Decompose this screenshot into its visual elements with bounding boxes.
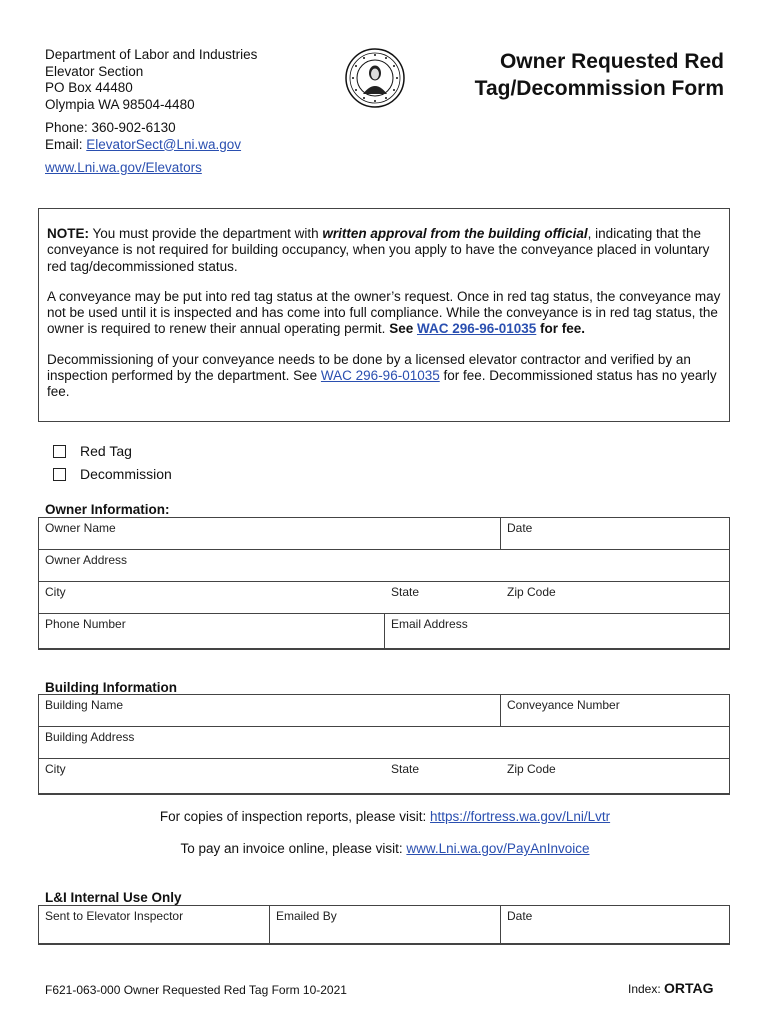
email-line: [45, 137, 241, 154]
building-row: [39, 727, 729, 759]
owner-name-field[interactable]: Owner Name: [39, 518, 501, 549]
invoice-text: To pay an invoice online, please visit:: [180, 841, 407, 856]
wac-link[interactable]: WAC 296-96-01035: [320, 368, 440, 384]
invoice-link[interactable]: www.Lni.wa.gov/PayAnInvoice: [406, 841, 590, 856]
owner-address-field[interactable]: Owner Address: [45, 553, 128, 567]
red-tag-label: Red Tag: [80, 443, 132, 459]
invoice-line: [0, 841, 770, 856]
note-paragraph: [47, 352, 721, 401]
form-index: [628, 980, 714, 996]
internal-date-field[interactable]: Date: [507, 909, 533, 923]
building-zip-field[interactable]: Zip Code: [507, 762, 556, 776]
decommission-option[interactable]: [53, 466, 172, 482]
note-paragraph: [47, 226, 721, 275]
internal-use-grid: [38, 905, 730, 945]
building-state-field[interactable]: State: [391, 762, 420, 776]
note-text: You must provide the department with: [89, 226, 323, 241]
note-label: NOTE:: [47, 226, 89, 241]
agency-line: PO Box 44480: [45, 80, 133, 95]
form-title: [475, 48, 724, 102]
decommission-label: Decommission: [80, 466, 172, 482]
owner-zip-field[interactable]: Zip Code: [507, 585, 556, 599]
decommission-checkbox[interactable]: [53, 468, 66, 481]
owner-row: [39, 582, 729, 614]
reports-text: For copies of inspection reports, please visit:: [159, 809, 431, 824]
building-row: [39, 695, 729, 727]
building-info-grid: [38, 694, 730, 795]
owner-date-field[interactable]: Date: [507, 521, 533, 535]
agency-address: [45, 47, 257, 113]
phone-text: Phone: 360-902-6130: [45, 120, 176, 135]
note-text: for fee. Decommissioned status has no yearly fee.: [47, 368, 717, 400]
note-text: A conveyance may be put into red tag status at the owner’s request. Once in red tag status, the conveyance may not be used until it is inspected and has come into full compliance. While the conveyance is in red tag status, the owner is required to renew their annual operating permit.: [47, 288, 721, 337]
note-text: Decommissioning of your conveyance needs to be done by a licensed elevator contractor and verified by an inspection performed by the department. See: [47, 351, 691, 384]
sent-to-inspector-field[interactable]: Sent to Elevator Inspector: [39, 906, 270, 943]
wac-link[interactable]: WAC 296-96-01035: [416, 321, 537, 337]
owner-row: [39, 518, 729, 550]
index-label: Index:: [628, 982, 665, 996]
agency-line: Olympia WA 98504-4480: [45, 96, 195, 112]
owner-email-field[interactable]: Email Address: [391, 617, 468, 631]
owner-row: [39, 614, 729, 648]
note-box: [38, 208, 730, 422]
email-label: Email:: [45, 136, 87, 152]
reports-line: [0, 809, 770, 824]
owner-state-field[interactable]: State: [391, 585, 420, 599]
form-title-line: Tag/Decommission Form: [474, 77, 724, 100]
owner-section-title: Owner Information:: [45, 502, 170, 517]
reports-link[interactable]: https://fortress.wa.gov/Lni/Lvtr: [430, 809, 611, 824]
note-fee: for fee.: [536, 321, 586, 337]
building-address-field[interactable]: Building Address: [45, 730, 135, 744]
emailed-by-field[interactable]: Emailed By: [270, 906, 501, 943]
internal-section-title: L&I Internal Use Only: [45, 890, 182, 905]
note-paragraph: [47, 289, 721, 338]
contact-info: [45, 120, 241, 153]
owner-info-grid: [38, 517, 730, 650]
building-name-field[interactable]: Building Name: [39, 695, 501, 726]
owner-phone-field[interactable]: Phone Number: [39, 614, 385, 648]
note-see: See: [389, 321, 417, 337]
owner-city-field[interactable]: City: [45, 585, 66, 599]
agency-line: Department of Labor and Industries: [45, 47, 258, 62]
website-link[interactable]: www.Lni.wa.gov/Elevators: [45, 160, 202, 175]
building-section-title: Building Information: [45, 680, 177, 695]
note-text: , indicating that the conveyance is not required for building occupancy, when you apply to have the conveyance placed in voluntary red tag/decommissioned status.: [47, 226, 710, 274]
form-number: F621-063-000 Owner Requested Red Tag Form 10-2021: [45, 983, 347, 997]
conveyance-number-field[interactable]: Conveyance Number: [507, 698, 620, 712]
email-link[interactable]: ElevatorSect@Lni.wa.gov: [86, 136, 242, 152]
agency-line: Elevator Section: [45, 63, 144, 79]
form-title-line: Owner Requested Red: [499, 50, 724, 73]
red-tag-option[interactable]: [53, 443, 132, 459]
building-row: [39, 759, 729, 793]
owner-row: [39, 550, 729, 582]
index-value: ORTAG: [664, 980, 714, 996]
building-city-field[interactable]: City: [45, 762, 66, 776]
red-tag-checkbox[interactable]: [53, 445, 66, 458]
note-emphasis: written approval from the building official: [322, 226, 588, 241]
washington-state-seal-icon: [345, 48, 405, 108]
